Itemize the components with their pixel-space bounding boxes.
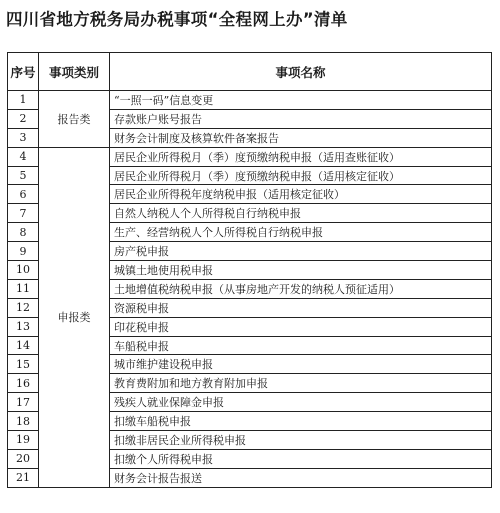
row-name: 财务会计报告报送 (110, 468, 492, 487)
row-seq: 7 (8, 204, 39, 223)
row-seq: 6 (8, 185, 39, 204)
row-seq: 17 (8, 393, 39, 412)
row-name: 车船税申报 (110, 336, 492, 355)
row-seq: 4 (8, 147, 39, 166)
row-seq: 13 (8, 317, 39, 336)
row-name: 扣缴个人所得税申报 (110, 449, 492, 468)
row-seq: 8 (8, 223, 39, 242)
row-seq: 11 (8, 279, 39, 298)
table-body (8, 91, 492, 488)
row-seq: 16 (8, 374, 39, 393)
row-seq: 5 (8, 166, 39, 185)
row-name: 扣缴非居民企业所得税申报 (110, 431, 492, 450)
row-name: 存款账户账号报告 (110, 109, 492, 128)
row-seq: 14 (8, 336, 39, 355)
header-seq: 序号 (8, 53, 39, 91)
row-seq: 3 (8, 128, 39, 147)
row-name: 居民企业所得税月（季）度预缴纳税申报（适用核定征收） (110, 166, 492, 185)
row-seq: 2 (8, 109, 39, 128)
table-row (8, 147, 492, 166)
row-category: 申报类 (39, 147, 110, 487)
row-name: 印花税申报 (110, 317, 492, 336)
row-seq: 18 (8, 412, 39, 431)
row-category: 报告类 (39, 91, 110, 148)
row-name: “一照一码”信息变更 (110, 91, 492, 110)
row-seq: 20 (8, 449, 39, 468)
row-name: 居民企业所得税月（季）度预缴纳税申报（适用查账征收） (110, 147, 492, 166)
row-seq: 1 (8, 91, 39, 110)
header-name: 事项名称 (110, 53, 492, 91)
row-name: 残疾人就业保障金申报 (110, 393, 492, 412)
row-seq: 12 (8, 298, 39, 317)
row-name: 城市维护建设税申报 (110, 355, 492, 374)
row-seq: 15 (8, 355, 39, 374)
row-name: 土地增值税纳税申报（从事房地产开发的纳税人预征适用） (110, 279, 492, 298)
row-name: 生产、经营纳税人个人所得税自行纳税申报 (110, 223, 492, 242)
row-seq: 9 (8, 242, 39, 261)
page-title: 四川省地方税务局办税事项“全程网上办”清单 (6, 10, 348, 29)
task-table (7, 52, 492, 488)
row-seq: 19 (8, 431, 39, 450)
row-seq: 10 (8, 261, 39, 280)
row-name: 教育费附加和地方教育附加申报 (110, 374, 492, 393)
table-row (8, 91, 492, 110)
row-name: 房产税申报 (110, 242, 492, 261)
row-name: 自然人纳税人个人所得税自行纳税申报 (110, 204, 492, 223)
table-header-row (8, 53, 492, 91)
row-name: 居民企业所得税年度纳税申报（适用核定征收） (110, 185, 492, 204)
row-name: 财务会计制度及核算软件备案报告 (110, 128, 492, 147)
row-name: 资源税申报 (110, 298, 492, 317)
header-category: 事项类别 (39, 53, 110, 91)
row-name: 城镇土地使用税申报 (110, 261, 492, 280)
row-seq: 21 (8, 468, 39, 487)
row-name: 扣缴车船税申报 (110, 412, 492, 431)
